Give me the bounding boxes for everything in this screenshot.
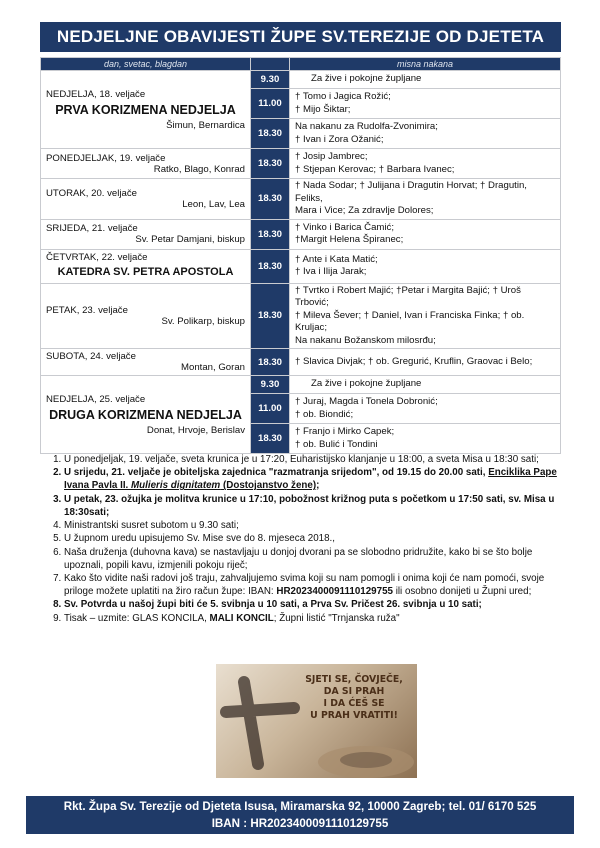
intention-line: † Tvrtko i Robert Majić; †Petar i Margita Bajić; † Uroš Trbović; — [295, 284, 521, 308]
intention-line: † Josip Jambrec; — [295, 151, 368, 162]
day-cell — [41, 249, 251, 283]
image-quote-line: U PRAH VRATITI! — [310, 710, 398, 721]
day-saints: Ratko, Blago, Konrad — [153, 163, 245, 175]
note-1: 1. U ponedjeljak, 19. veljače, sveta krunica je u 17:20, Euharistijsko klanjanje u 18:00, a sveta Misa u 18:30 sati; — [64, 454, 562, 467]
note-2-encyclical-translation: (Dostojanstvo žene) — [220, 480, 317, 492]
page-title: NEDJELJNE OBAVIJESTI ŽUPE SV.TEREZIJE OD DJETETA — [40, 22, 561, 52]
feast-name: PRVA KORIZMENA NEDJELJA — [55, 102, 236, 117]
day-cell — [41, 376, 251, 454]
schedule-row — [41, 149, 561, 179]
mass-intention — [290, 71, 561, 89]
note-3: 3. U petak, 23. ožujka je molitva krunice u 17:10, pobožnost križnog puta s početkom u 17:50 sati, sv. Misa u 18:30sati; — [64, 494, 562, 520]
image-quote-line: SJETI SE, ČOVJEČE, — [305, 674, 403, 685]
feast-name: KATEDRA SV. PETRA APOSTOLA — [57, 265, 234, 278]
day-cell — [41, 179, 251, 220]
mass-intention — [290, 249, 561, 283]
mass-time: 18.30 — [251, 219, 290, 249]
mass-time: 11.00 — [251, 394, 290, 424]
intention-line: † Juraj, Magda i Tonela Dobronić; — [295, 396, 438, 407]
schedule-row — [41, 283, 561, 349]
intention-line: † Ivan i Zora Ožanić; — [295, 133, 384, 145]
header-time — [251, 58, 290, 71]
note-9-end: ; Župni listić "Trnjanska ruža" — [273, 612, 400, 624]
day-name: ČETVRTAK, 22. veljače — [46, 251, 148, 263]
footer-address: Rkt. Župa Sv. Terezije od Djeteta Isusa, Miramarska 92, 10000 Zagreb; tel. 01/ 6170 525 — [63, 800, 537, 813]
mass-time: 18.30 — [251, 349, 290, 376]
day-cell — [41, 71, 251, 149]
intention-line: Na nakanu Božanskom milosrđu; — [295, 334, 436, 346]
schedule-row — [41, 219, 561, 249]
note-2-encyclical-author: Enciklika Pape Ivana Pavla II. — [64, 467, 557, 492]
header-intention: misna nakana — [290, 58, 561, 71]
day-name: UTORAK, 20. veljače — [46, 187, 137, 199]
mass-intention — [290, 179, 561, 220]
day-saints: Leon, Lav, Lea — [182, 198, 245, 210]
note-7-text: Kako što vidite naši radovi još traju, zahvaljujemo svima koji su nam pomogli i onima koji će nam pomoći, svoje priloge možete uplatiti na žiro račun župe: IBAN: — [64, 573, 545, 598]
schedule-row — [41, 71, 561, 89]
mass-time: 18.30 — [251, 249, 290, 283]
feast-name: DRUGA KORIZMENA NEDJELJA — [49, 407, 242, 422]
day-name: NEDJELJA, 25. veljače — [46, 393, 146, 405]
mass-time: 18.30 — [251, 283, 290, 349]
mass-time: 18.30 — [251, 149, 290, 179]
footer-iban: IBAN : HR2023400091110129755 — [211, 817, 389, 830]
day-saints: Sv. Petar Damjani, biskup — [135, 234, 245, 245]
day-name: SRIJEDA, 21. veljače — [46, 223, 138, 234]
day-cell — [41, 149, 251, 179]
note-9-mali-koncil: MALI KONCIL — [209, 612, 274, 624]
intention-line: Na nakanu za Rudolfa-Zvonimira; — [295, 121, 438, 132]
mass-intention — [290, 219, 561, 249]
note-2-end: ; — [316, 480, 320, 492]
note-5: 5. U župnom uredu upisujemo Sv. Mise sve do 8. mjeseca 2018., — [64, 533, 562, 546]
intention-line: † Stjepan Kerovac; † Barbara Ivanec; — [295, 163, 455, 175]
intention-line: Za žive i pokojne župljane — [311, 378, 422, 390]
mass-intention — [290, 149, 561, 179]
intention-line: †Margit Helena Špiranec; — [295, 234, 404, 245]
mass-time: 18.30 — [251, 424, 290, 454]
mass-time: 11.00 — [251, 89, 290, 119]
mass-intention — [290, 283, 561, 349]
note-7-iban: HR2023400091110129755 — [276, 586, 393, 598]
footer-bar — [26, 796, 574, 834]
intention-line: † Mijo Šiktar; — [295, 103, 351, 115]
day-cell — [41, 283, 251, 349]
day-name: PETAK, 23. veljače — [46, 304, 128, 316]
note-2 — [64, 467, 562, 493]
day-saints: Sv. Polikarp, biskup — [161, 315, 245, 327]
day-saints: Šimun, Bernardica — [166, 119, 245, 131]
mass-time: 9.30 — [251, 71, 290, 89]
mass-intention — [290, 89, 561, 119]
mass-intention — [290, 349, 561, 376]
note-7 — [64, 573, 562, 599]
image-quote-line: I DA ĆEŠ SE — [323, 698, 385, 709]
image-quote-line: DA SI PRAH — [323, 686, 385, 697]
day-saints: Montan, Goran — [181, 362, 245, 373]
intention-line: † Tomo i Jagica Rožić; — [295, 91, 391, 102]
mass-intention — [290, 424, 561, 454]
intention-line: † ob. Biondić; — [295, 408, 354, 420]
day-name: SUBOTA, 24. veljače — [46, 351, 136, 362]
intention-line: † Mileva Šever; † Daniel, Ivan i Franciska Finka; † ob. Kruljac; — [295, 309, 525, 333]
schedule-row — [41, 349, 561, 376]
schedule-row — [41, 376, 561, 394]
day-cell — [41, 219, 251, 249]
note-2-encyclical-title: Mulieris dignitatem — [131, 480, 221, 492]
intention-line: † ob. Bulić i Tondini — [295, 438, 378, 450]
schedule-row — [41, 249, 561, 283]
day-name: PONEDJELJAK, 19. veljače — [46, 152, 166, 164]
intention-line: Za žive i pokojne župljane — [311, 73, 422, 85]
mass-intention — [290, 394, 561, 424]
note-2-text: U srijedu, 21. veljače je obiteljska zajednica "razmatranja srijedom", od 19.15 do 20.00 sati, — [64, 467, 489, 479]
image-quote — [299, 674, 409, 722]
note-7-end: ili osobno donijeti u Župni ured; — [392, 586, 532, 598]
note-4: 4. Ministrantski susret subotom u 9.30 sati; — [64, 520, 562, 533]
day-cell — [41, 349, 251, 376]
intention-line: † Iva i Ilija Jarak; — [295, 266, 367, 277]
note-8: 8. Sv. Potvrda u našoj župi biti će 5. svibnja u 10 sati, a Prva Sv. Pričest 26. svibnja u 10 sati; — [64, 599, 562, 612]
intention-line: † Slavica Divjak; † ob. Gregurić, Kruflin, Graovac i Belo; — [295, 355, 533, 367]
day-name: NEDJELJA, 18. veljače — [46, 88, 146, 100]
day-saints: Donat, Hrvoje, Berislav — [146, 424, 245, 436]
mass-intention — [290, 119, 561, 149]
mass-time: 18.30 — [251, 179, 290, 220]
mass-schedule-table — [40, 57, 561, 454]
header-day: dan, svetac, blagdan — [41, 58, 251, 71]
mass-intention — [290, 376, 561, 394]
intention-line: † Ante i Kata Matić; — [295, 253, 378, 265]
lent-ash-image — [216, 664, 417, 778]
mass-time: 18.30 — [251, 119, 290, 149]
intention-line: † Vinko i Barica Čamić; — [295, 221, 394, 233]
intention-line: † Nada Sodar; † Julijana i Dragutin Horvat; † Dragutin, Feliks, — [295, 180, 527, 204]
note-9-text: Tisak – uzmite: GLAS KONCILA, — [64, 612, 210, 624]
note-6: 6. Naša druženja (duhovna kava) se nastavljaju u donjoj dvorani pa se slobodno pridružite, kako bi se što bolje upoznali, popili kavu, izmjenili pokoju riječ; — [64, 547, 562, 573]
table-header-row — [41, 58, 561, 71]
intention-line: Mara i Vice; Za zdravlje Dolores; — [295, 205, 434, 216]
mass-time: 9.30 — [251, 376, 290, 394]
schedule-row — [41, 179, 561, 220]
intention-line: † Franjo i Mirko Capek; — [295, 426, 395, 437]
announcements-list — [40, 454, 562, 626]
note-9 — [64, 613, 562, 626]
